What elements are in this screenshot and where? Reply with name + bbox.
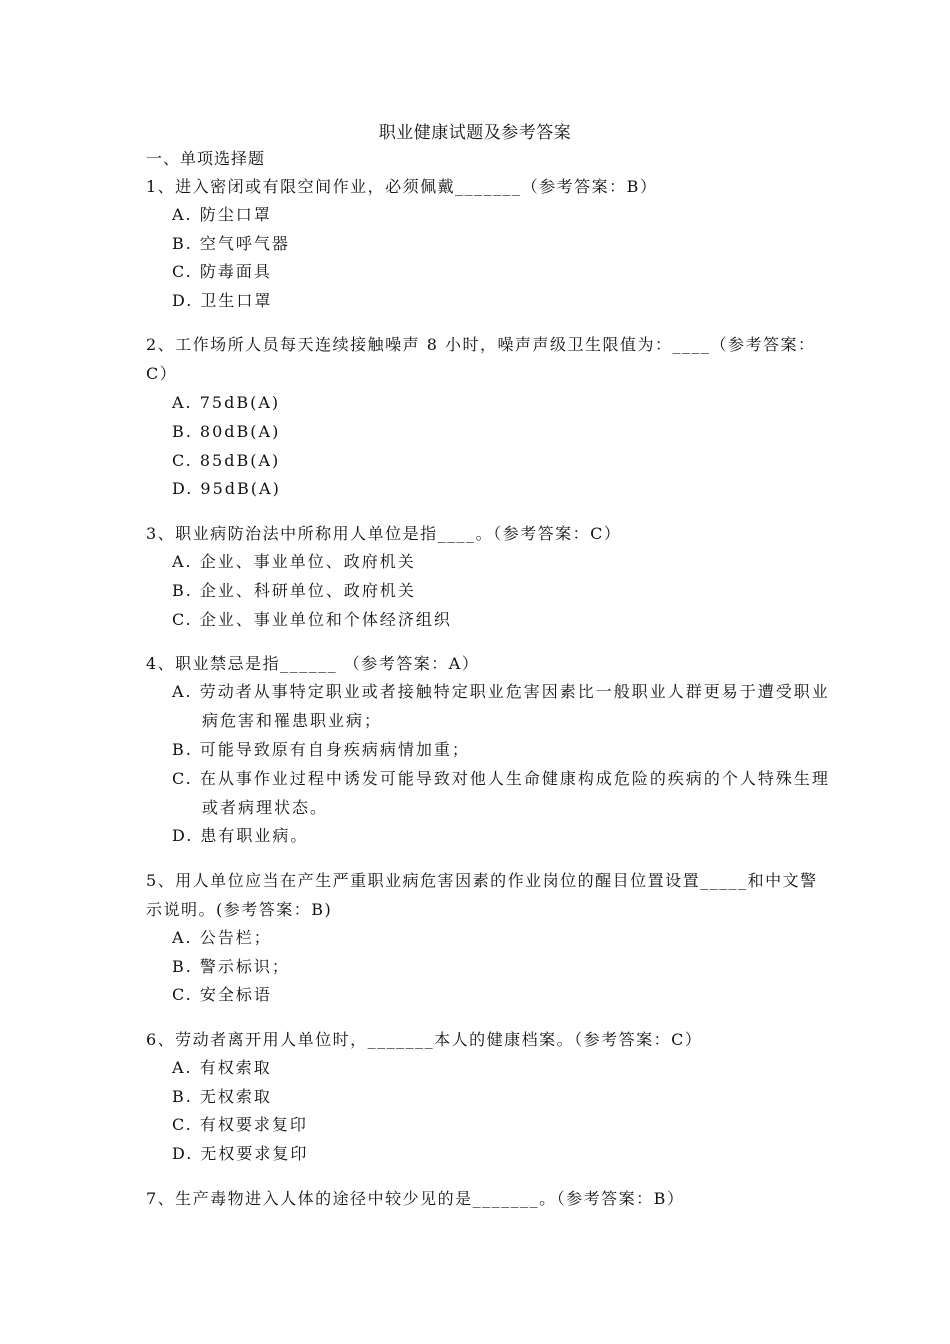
- question-4-stem: 4、职业禁忌是指______ （参考答案：A）: [146, 654, 480, 673]
- question-3-option-c: C. 企业、事业单位和个体经济组织: [172, 610, 452, 629]
- question-1-option-a: A. 防尘口罩: [172, 205, 272, 224]
- question-2-stem: 2、工作场所人员每天连续接触噪声 8 小时，噪声声级卫生限值为：____（参考答案：C）: [146, 335, 816, 383]
- question-1-option-c: C. 防毒面具: [172, 262, 272, 281]
- question-2-option-b: B. 80dB(A): [172, 422, 281, 441]
- question-1-option-b: B. 空气呼气器: [172, 234, 290, 253]
- question-6-option-b: B. 无权索取: [172, 1087, 272, 1106]
- question-5-option-c: C. 安全标语: [172, 985, 272, 1004]
- question-6-option-a: A. 有权索取: [172, 1058, 272, 1077]
- question-1-option-d: D. 卫生口罩: [172, 291, 273, 310]
- question-4-option-d: D. 患有职业病。: [172, 826, 309, 845]
- question-2-option-c: C. 85dB(A): [172, 451, 281, 470]
- question-5-stem: 5、用人单位应当在产生严重职业病危害因素的作业岗位的醒目位置设置_____和中文警示说明。(参考答案：B): [146, 871, 818, 919]
- question-6-stem: 6、劳动者离开用人单位时，_______本人的健康档案。（参考答案：C）: [146, 1030, 703, 1049]
- question-2-option-d: D. 95dB(A): [172, 479, 281, 498]
- question-5-option-b: B. 警示标识；: [172, 957, 290, 976]
- section-heading: 一、单项选择题: [146, 149, 266, 168]
- question-4-option-a: A. 劳动者从事特定职业或者接触特定职业危害因素比一般职业人群更易于遭受职业病危害和罹患职业病；: [172, 682, 830, 730]
- question-3-option-a: A. 企业、事业单位、政府机关: [172, 552, 416, 571]
- question-1-stem: 1、进入密闭或有限空间作业，必须佩戴_______（参考答案：B）: [146, 177, 658, 196]
- document-title: 职业健康试题及参考答案: [378, 123, 572, 143]
- question-2-option-a: A. 75dB(A): [172, 393, 281, 412]
- question-7-stem: 7、生产毒物进入人体的途径中较少见的是_______。（参考答案：B）: [146, 1189, 685, 1208]
- question-6-option-c: C. 有权要求复印: [172, 1115, 308, 1134]
- question-3-option-b: B. 企业、科研单位、政府机关: [172, 581, 416, 600]
- question-4-option-b: B. 可能导致原有自身疾病病情加重；: [172, 740, 470, 759]
- question-5-option-a: A. 公告栏；: [172, 928, 272, 947]
- question-3-stem: 3、职业病防治法中所称用人单位是指____。（参考答案：C）: [146, 524, 622, 543]
- question-6-option-d: D. 无权要求复印: [172, 1144, 309, 1163]
- question-4-option-c: C. 在从事作业过程中诱发可能导致对他人生命健康构成危险的疾病的个人特殊生理或者病理状态。: [172, 769, 830, 817]
